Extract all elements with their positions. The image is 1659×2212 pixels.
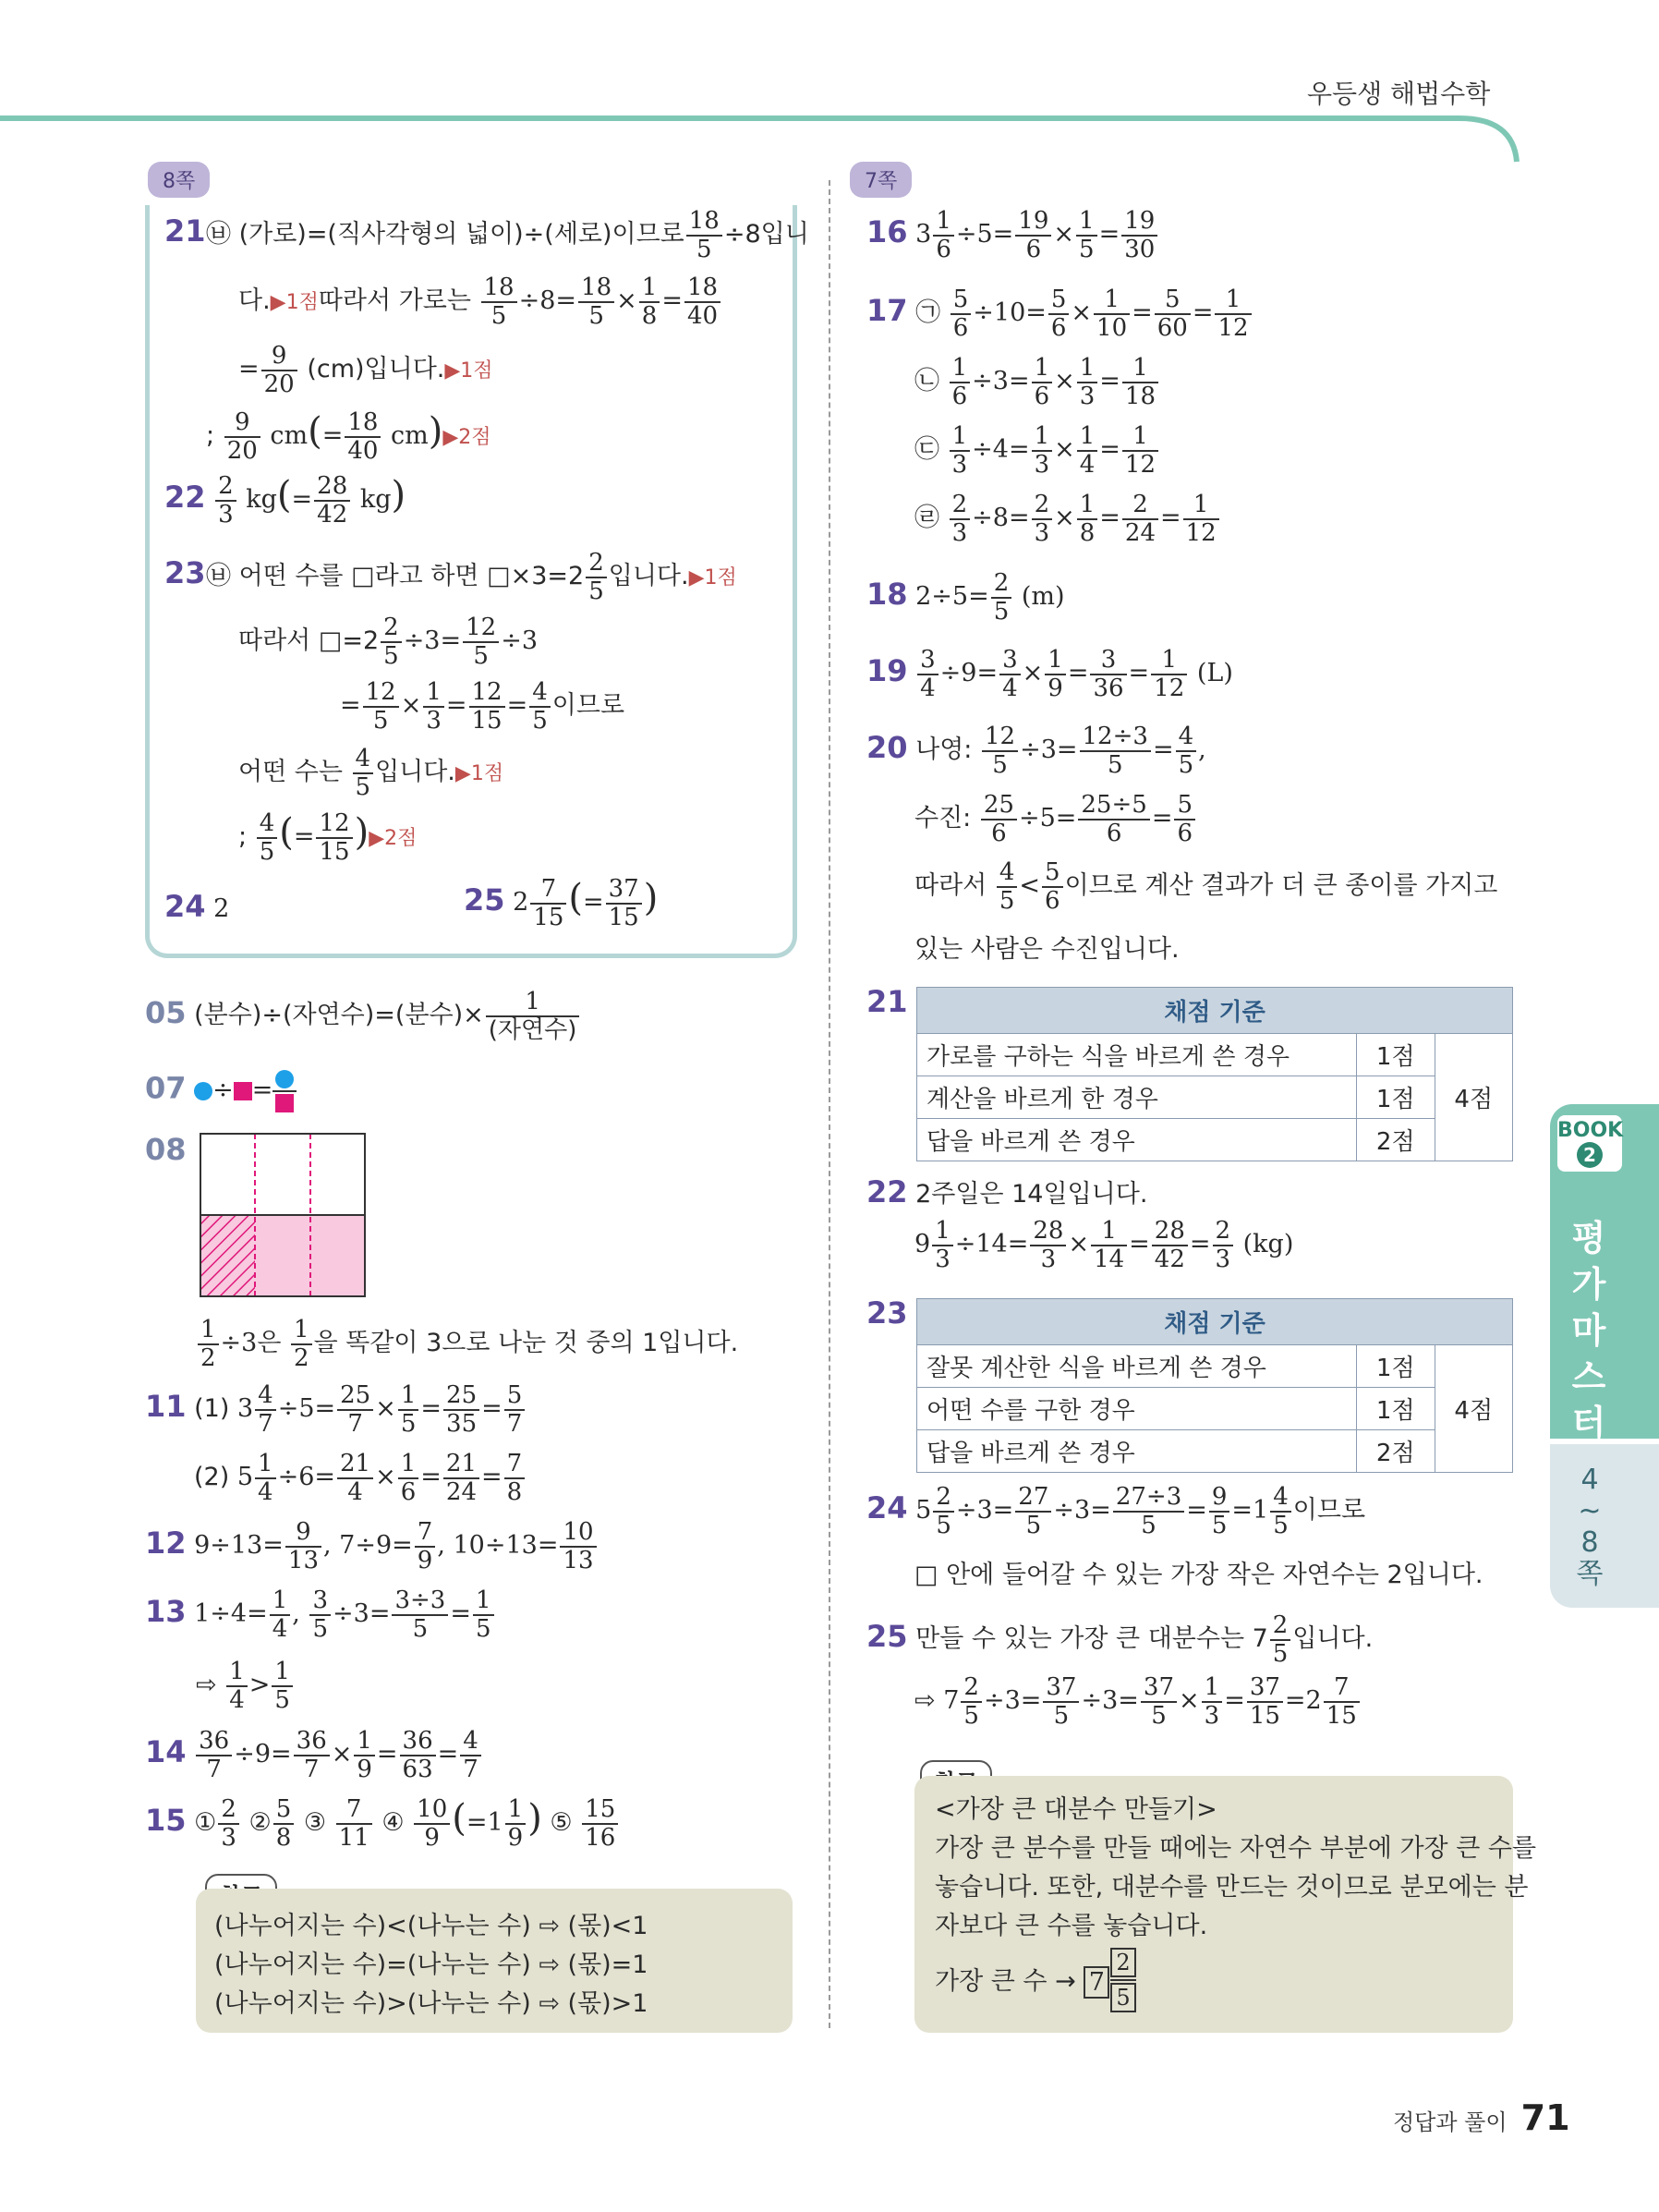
q25-right: 25 만들 수 있는 가장 큰 대분수는 7 $\frac{2}{5}$ 입니다. [866, 1611, 1374, 1668]
page-number: 71 [1520, 2097, 1570, 2138]
q08: 08 [145, 1132, 187, 1167]
q17-b: ㉡ $\frac{1}{6}$ ÷3= $\frac{1}{6}$ × $\frac{1}{3}$ = $\frac{1}{18}$ [914, 355, 1160, 409]
q21-line2a: 다. [238, 286, 271, 316]
q22-right-calc: 9 $\frac{1}{3}$ ÷14= $\frac{28}{3}$ × $\frac{1}{14}$ = $\frac{28}{42}$ = $\frac{2}{3}$ (kg) [914, 1217, 1294, 1273]
q18: 18 2÷5= $\frac{2}{5}$ (m) [866, 569, 1065, 626]
note-right: <가장 큰 대분수 만들기> 가장 큰 분수를 만들 때에는 자연수 부분에 가장 큰 수를 놓습니다. 또한, 대분수를 만드는 것이므로 분모에는 분 자보다 큰 수를 놓습니다. 가장 큰 수 → 7 2 5 [914, 1776, 1513, 2033]
page-pill-7: 7쪽 [850, 162, 912, 198]
q13-compare: ⇨ $\frac{1}{4}$ > $\frac{1}{5}$ [196, 1659, 295, 1713]
q05: 05 (분수)÷(자연수)=(분수)× $\frac{1}{\text{(자연수)}}$ [145, 989, 581, 1043]
q22-right: 22 2주일은 14일입니다. [866, 1174, 1148, 1209]
section-label: 평가 마스터 [1571, 1218, 1606, 1443]
header-title: 우등생 해법수학 [1307, 79, 1491, 109]
header-curve [0, 111, 1524, 166]
square-icon [275, 1094, 294, 1112]
q19: 19 $\frac{3}{4}$ ÷9= $\frac{3}{4}$ × $\frac{1}{9}$ = $\frac{3}{36}$ = $\frac{1}{12}$ (L) [866, 646, 1233, 702]
q21-line1: ㉥ (가로)=(직사각형의 넓이)÷(세로)이므로 [206, 220, 684, 249]
q08-diagram [200, 1133, 368, 1299]
q20-c: 따라서 $\frac{4}{5}$ < $\frac{5}{6}$ 이므로 계산 결과가 더 큰 종이를 가지고 [914, 858, 1498, 915]
q11: 11 (1) 3 $\frac{4}{7}$ ÷5= $\frac{25}{7}$ × $\frac{1}{5}$ = $\frac{25}{35}$ = $\frac{5}{7}$ [145, 1382, 527, 1437]
box-5: 5 [1110, 1983, 1136, 2012]
square-icon [234, 1082, 252, 1100]
q15: 15 ① $\frac{2}{3}$ ② $\frac{5}{8}$ ③ $\frac{7}{11}$ ④ $\frac{10}{9}$ (=1 $\frac{1}{9}$ ) ⑤ $\frac{15}{16}$ [145, 1796, 620, 1851]
q17: 17 ㉠ $\frac{5}{6}$ ÷10= $\frac{5}{6}$ × $\frac{1}{10}$ = $\frac{5}{60}$ = $\frac{1}{12}$ [866, 286, 1253, 341]
book-label: BOOK 2 [1557, 1115, 1622, 1172]
q22-left: 22 $\frac{2}{3}$ kg(= $\frac{28}{42}$ kg) [164, 472, 406, 529]
circle-icon [275, 1070, 294, 1088]
q21-num: 21 [164, 213, 206, 249]
q21-line2b: 따라서 가로는 [318, 286, 471, 316]
footer-label: 정답과 풀이 [1393, 2109, 1508, 2135]
range-label: 4~8쪽 [1576, 1464, 1604, 1590]
q24-left: 24 2 [164, 889, 230, 924]
q17-d: ㉣ $\frac{2}{3}$ ÷8= $\frac{2}{3}$ × $\frac{1}{8}$ = $\frac{2}{24}$ = $\frac{1}{12}$ [914, 492, 1221, 546]
side-tab-bottom [1550, 1444, 1659, 1608]
criteria-table-23: 채점 기준 잘못 계산한 식을 바르게 쓴 경우 1점 4점 어떤 수를 구한 경우 1점 답을 바르게 쓴 경우 2점 [916, 1298, 1513, 1473]
q20: 20 나영: $\frac{12}{5}$ ÷3= $\frac{12\div 3}{5}$ = $\frac{4}{5}$ , [866, 723, 1206, 779]
q11-2: (2) 5 $\frac{1}{4}$ ÷6= $\frac{21}{4}$ × $\frac{1}{6}$ = $\frac{21}{24}$ = $\frac{7}{8}$ [194, 1451, 527, 1505]
q24-right: 24 5 $\frac{2}{5}$ ÷3= $\frac{27}{5}$ ÷3= $\frac{27\div 3}{5}$ = $\frac{9}{5}$ =1 $\frac{4}{5}$ 이므로 [866, 1483, 1366, 1539]
column-divider [829, 180, 830, 2028]
q25-right-calc: ⇨ 7 $\frac{2}{5}$ ÷3= $\frac{37}{5}$ ÷3= $\frac{37}{5}$ × $\frac{1}{3}$ = $\frac{37}{15}$ =2 $\frac{7}{15}$ [914, 1674, 1362, 1729]
q23-right-num: 23 [866, 1295, 908, 1331]
q14: 14 $\frac{36}{7}$ ÷9= $\frac{36}{7}$ × $\frac{1}{9}$ = $\frac{36}{63}$ = $\frac{4}{7}$ [145, 1728, 483, 1782]
q24-right-l2: □ 안에 들어갈 수 있는 가장 작은 자연수는 2입니다. [914, 1561, 1483, 1589]
fraction: $\frac{18}{5}$ [686, 208, 722, 262]
criteria-table-21: 채점 기준 가로를 구하는 식을 바르게 쓴 경우 1점 4점 계산을 바르게 한 경우 1점 답을 바르게 쓴 경우 2점 [916, 987, 1513, 1161]
q17-c: ㉢ $\frac{1}{3}$ ÷4= $\frac{1}{3}$ × $\frac{1}{4}$ = $\frac{1}{12}$ [914, 423, 1160, 478]
q21-line3: (cm)입니다. [307, 355, 445, 384]
q13: 13 1÷4= $\frac{1}{4}$ , $\frac{3}{5}$ ÷3= $\frac{3\div 3}{5}$ = $\frac{1}{5}$ [145, 1587, 496, 1642]
footer [1393, 2097, 1570, 2138]
q20-b: 수진: $\frac{25}{6}$ ÷5= $\frac{25\div 5}{6}$ = $\frac{5}{6}$ [914, 792, 1197, 846]
q16: 16 3 $\frac{1}{6}$ ÷5= $\frac{19}{6}$ × $\frac{1}{5}$ = $\frac{19}{30}$ [866, 208, 1159, 262]
q20-d: 있는 사람은 수진입니다. [914, 935, 1180, 964]
q21-right-num: 21 [866, 984, 908, 1019]
side-tab [1550, 1104, 1659, 1608]
circle-icon [194, 1082, 212, 1100]
header-bar [0, 0, 1659, 162]
q12: 12 9÷13= $\frac{9}{13}$ , 7÷9= $\frac{7}{9}$ , 10÷13= $\frac{10}{13}$ [145, 1519, 599, 1574]
score-mark: ▶1점 [270, 291, 319, 315]
box-2: 2 [1110, 1948, 1136, 1977]
box-7: 7 [1084, 1966, 1109, 1999]
q21-line1b: ÷8입니 [723, 220, 809, 249]
q25-left: 25 2 $\frac{7}{15}$ (= $\frac{37}{15}$ ) [464, 875, 659, 931]
q08-caption: $\frac{1}{2}$ ÷3은 $\frac{1}{2}$ 을 똑같이 3으로 나눈 것 중의 1입니다. [196, 1317, 738, 1371]
page-pill-8: 8쪽 [148, 162, 210, 198]
q07: 07 ÷ = [145, 1070, 297, 1112]
note-left: (나누어지는 수)<(나누는 수) ⇨ (몫)<1 (나누어지는 수)=(나누는 수) ⇨ (몫)=1 (나누어지는 수)>(나누는 수) ⇨ (몫)>1 [196, 1889, 793, 2033]
